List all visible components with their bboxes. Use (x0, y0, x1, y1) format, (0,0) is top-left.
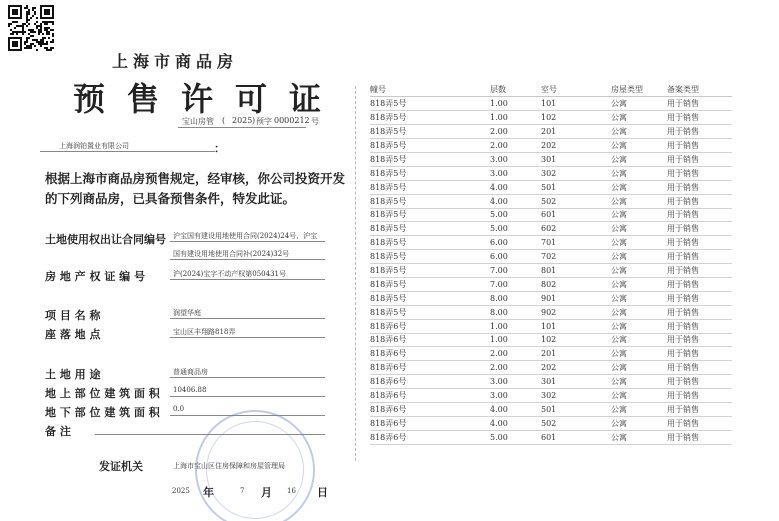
cell-building: 818弄5号 (370, 236, 490, 250)
table-row (370, 291, 732, 305)
cell-building: 818弄6号 (370, 347, 490, 361)
cell-filing-type: 用于销售 (667, 264, 732, 278)
cell-building: 818弄5号 (370, 180, 490, 194)
cell-filing-type: 用于销售 (667, 319, 732, 333)
cell-room: 202 (541, 361, 611, 375)
cell-filing-type: 用于销售 (667, 375, 732, 389)
cell-floor: 7.00 (490, 277, 541, 291)
cell-room: 502 (541, 416, 611, 430)
addressee-colon: ： (214, 142, 225, 155)
cell-building: 818弄5号 (370, 152, 490, 166)
cell-building: 818弄6号 (370, 389, 490, 403)
field-label-land-use: 土 地 用 途 (45, 368, 101, 381)
cell-room: 602 (541, 222, 611, 236)
issuing-authority-name: 上海市宝山区住房保障和房屋管理局 (173, 462, 285, 470)
cell-house-type: 公寓 (611, 291, 667, 305)
year-field: 2025 (232, 116, 253, 125)
cell-floor: 4.00 (490, 402, 541, 416)
cell-house-type: 公寓 (611, 194, 667, 208)
table-row (370, 277, 732, 291)
table-row (370, 264, 732, 278)
cell-floor: 7.00 (490, 264, 541, 278)
cell-filing-type: 用于销售 (667, 402, 732, 416)
cell-house-type: 公寓 (611, 222, 667, 236)
field-label-project-name: 项 目 名 称 (45, 309, 101, 322)
cell-floor: 5.00 (490, 222, 541, 236)
cell-floor: 4.00 (490, 194, 541, 208)
cell-room: 102 (541, 111, 611, 125)
cell-floor: 1.00 (490, 319, 541, 333)
qr-code-icon (8, 5, 54, 51)
cell-floor: 2.00 (490, 361, 541, 375)
cell-building: 818弄5号 (370, 305, 490, 319)
table-row (370, 166, 732, 180)
cell-house-type: 公寓 (611, 333, 667, 347)
cell-floor: 2.00 (490, 347, 541, 361)
cell-room: 202 (541, 139, 611, 153)
page-title: 预售许可证 (73, 80, 344, 118)
cell-building: 818弄5号 (370, 208, 490, 222)
cell-house-type: 公寓 (611, 208, 667, 222)
cell-house-type: 公寓 (611, 152, 667, 166)
cell-floor: 2.00 (490, 139, 541, 153)
cell-floor: 8.00 (490, 291, 541, 305)
table-row (370, 402, 732, 416)
cell-house-type: 公寓 (611, 250, 667, 264)
cell-building: 818弄6号 (370, 416, 490, 430)
paren-open: ( (222, 116, 226, 125)
cell-room: 201 (541, 125, 611, 139)
certificate-number-suffix: 号 (311, 117, 319, 126)
cell-building: 818弄6号 (370, 430, 490, 444)
field-label-above-ground-area: 地 上 部 位 建 筑 面 积 (45, 387, 160, 400)
cell-building: 818弄5号 (370, 264, 490, 278)
table-row (370, 375, 732, 389)
cell-room: 601 (541, 208, 611, 222)
cell-filing-type: 用于销售 (667, 97, 732, 111)
cell-building: 818弄6号 (370, 375, 490, 389)
cell-building: 818弄5号 (370, 291, 490, 305)
column-header-room: 室号 (541, 83, 611, 97)
cell-building: 818弄5号 (370, 222, 490, 236)
field-label-below-ground-area: 地 下 部 位 建 筑 面 积 (45, 406, 160, 419)
cell-building: 818弄5号 (370, 111, 490, 125)
cell-house-type: 公寓 (611, 319, 667, 333)
field-value-property-cert: 沪(2024)宝字不动产权第050431号 (173, 270, 286, 278)
cell-room: 302 (541, 166, 611, 180)
table-row (370, 139, 732, 153)
cell-filing-type: 用于销售 (667, 347, 732, 361)
cell-room: 502 (541, 194, 611, 208)
cell-floor: 2.00 (490, 125, 541, 139)
cell-room: 302 (541, 389, 611, 403)
field-label-location: 座 落 地 点 (45, 328, 101, 341)
cell-filing-type: 用于销售 (667, 208, 732, 222)
field-value-land-contract-2: 国有建设用地使用合同补(2024)32号 (173, 250, 290, 258)
cell-filing-type: 用于销售 (667, 166, 732, 180)
table-row (370, 347, 732, 361)
cell-floor: 1.00 (490, 97, 541, 111)
cell-floor: 5.00 (490, 208, 541, 222)
cell-room: 702 (541, 250, 611, 264)
table-row (370, 333, 732, 347)
cell-building: 818弄6号 (370, 402, 490, 416)
cell-building: 818弄5号 (370, 139, 490, 153)
cell-filing-type: 用于销售 (667, 277, 732, 291)
cell-building: 818弄5号 (370, 277, 490, 291)
cell-house-type: 公寓 (611, 180, 667, 194)
cell-filing-type: 用于销售 (667, 125, 732, 139)
cell-building: 818弄5号 (370, 250, 490, 264)
cell-floor: 6.00 (490, 250, 541, 264)
table-row (370, 194, 732, 208)
cell-filing-type: 用于销售 (667, 416, 732, 430)
cell-room: 902 (541, 305, 611, 319)
cell-room: 501 (541, 180, 611, 194)
table-row (370, 111, 732, 125)
table-row (370, 222, 732, 236)
cell-filing-type: 用于销售 (667, 236, 732, 250)
cell-room: 802 (541, 277, 611, 291)
cell-filing-type: 用于销售 (667, 194, 732, 208)
page-subtitle: 上海市商品房 (111, 52, 238, 71)
cell-room: 101 (541, 319, 611, 333)
paren-close: ) (252, 116, 256, 125)
cell-floor: 4.00 (490, 416, 541, 430)
cell-filing-type: 用于销售 (667, 180, 732, 194)
certificate-number: 0000212 (274, 116, 310, 125)
cell-filing-type: 用于销售 (667, 139, 732, 153)
field-value-land-contract-1: 沪宝国有建设用地使用合同(2024)24号、沪宝 (173, 232, 318, 240)
presale-label: 预字 (256, 117, 272, 126)
table-row (370, 430, 732, 444)
cell-house-type: 公寓 (611, 347, 667, 361)
cell-house-type: 公寓 (611, 430, 667, 444)
table-row (370, 152, 732, 166)
cell-filing-type: 用于销售 (667, 305, 732, 319)
cell-floor: 3.00 (490, 152, 541, 166)
cell-house-type: 公寓 (611, 236, 667, 250)
cell-filing-type: 用于销售 (667, 111, 732, 125)
cell-room: 901 (541, 291, 611, 305)
cell-house-type: 公寓 (611, 277, 667, 291)
cell-filing-type: 用于销售 (667, 389, 732, 403)
cell-house-type: 公寓 (611, 305, 667, 319)
field-value-project-name: 润望华庭 (173, 309, 201, 317)
column-header-building: 幢号 (370, 83, 490, 97)
field-value-below-ground-area: 0.0 (173, 405, 185, 413)
issue-year: 2025 (172, 487, 190, 495)
field-label-land-contract: 土地使用权出让合同编号 (45, 233, 166, 246)
issue-year-unit: 年 (203, 486, 214, 499)
table-row (370, 250, 732, 264)
field-value-above-ground-area: 10406.88 (173, 386, 207, 394)
cell-floor: 3.00 (490, 375, 541, 389)
cell-filing-type: 用于销售 (667, 250, 732, 264)
cell-building: 818弄5号 (370, 97, 490, 111)
cell-floor: 8.00 (490, 305, 541, 319)
issue-day: 16 (287, 487, 296, 495)
cell-room: 701 (541, 236, 611, 250)
cell-house-type: 公寓 (611, 166, 667, 180)
cell-floor: 3.00 (490, 389, 541, 403)
field-value-location: 宝山区丰翔路818弄 (173, 328, 236, 336)
column-header-floor: 层数 (490, 83, 541, 97)
cell-room: 301 (541, 375, 611, 389)
cell-building: 818弄6号 (370, 333, 490, 347)
cell-building: 818弄5号 (370, 166, 490, 180)
issue-month-unit: 月 (261, 486, 272, 499)
cell-room: 102 (541, 333, 611, 347)
cell-room: 201 (541, 347, 611, 361)
cell-house-type: 公寓 (611, 389, 667, 403)
table-row (370, 97, 732, 111)
field-value-land-use: 普通商品房 (173, 368, 208, 376)
cell-building: 818弄5号 (370, 125, 490, 139)
cell-floor: 1.00 (490, 111, 541, 125)
table-row (370, 319, 732, 333)
cell-house-type: 公寓 (611, 264, 667, 278)
issuer-field: 宝山房管 (182, 117, 214, 126)
cell-room: 101 (541, 97, 611, 111)
field-label-remarks: 备 注 (45, 425, 71, 438)
cell-room: 601 (541, 430, 611, 444)
cell-floor: 1.00 (490, 333, 541, 347)
column-header-house-type: 房屋类型 (611, 83, 667, 97)
table-row (370, 305, 732, 319)
table-row (370, 208, 732, 222)
cell-building: 818弄6号 (370, 361, 490, 375)
cell-filing-type: 用于销售 (667, 430, 732, 444)
cell-house-type: 公寓 (611, 416, 667, 430)
table-row (370, 416, 732, 430)
cell-floor: 4.00 (490, 180, 541, 194)
table-row (370, 125, 732, 139)
field-label-property-cert: 房 地 产 权 证 编 号 (45, 270, 145, 283)
cell-filing-type: 用于销售 (667, 222, 732, 236)
cell-filing-type: 用于销售 (667, 291, 732, 305)
cell-house-type: 公寓 (611, 375, 667, 389)
cell-room: 801 (541, 264, 611, 278)
table-header-row (370, 83, 732, 97)
cell-building: 818弄5号 (370, 194, 490, 208)
cell-house-type: 公寓 (611, 97, 667, 111)
page-divider (355, 86, 356, 461)
table-row (370, 361, 732, 375)
cell-floor: 5.00 (490, 430, 541, 444)
table-row (370, 389, 732, 403)
issuing-authority-label: 发证机关 (99, 460, 143, 473)
cell-floor: 6.00 (490, 236, 541, 250)
cell-house-type: 公寓 (611, 139, 667, 153)
issue-day-unit: 日 (317, 486, 328, 499)
table-row (370, 180, 732, 194)
column-header-filing-type: 备案类型 (667, 83, 732, 97)
issue-month: 7 (240, 487, 245, 495)
unit-table (370, 83, 732, 445)
certificate-statement: 根据上海市商品房预售规定，经审核，你公司投资开发的下列商品房，已具备预售条件，特发此证。 (45, 171, 346, 206)
cell-house-type: 公寓 (611, 125, 667, 139)
cell-room: 301 (541, 152, 611, 166)
cell-house-type: 公寓 (611, 111, 667, 125)
table-row (370, 236, 732, 250)
cell-building: 818弄6号 (370, 319, 490, 333)
cell-filing-type: 用于销售 (667, 361, 732, 375)
cell-house-type: 公寓 (611, 361, 667, 375)
cell-filing-type: 用于销售 (667, 333, 732, 347)
addressee-company: 上海润铂置业有限公司 (59, 142, 129, 150)
cell-filing-type: 用于销售 (667, 152, 732, 166)
cell-floor: 3.00 (490, 166, 541, 180)
cell-room: 501 (541, 402, 611, 416)
cell-house-type: 公寓 (611, 402, 667, 416)
